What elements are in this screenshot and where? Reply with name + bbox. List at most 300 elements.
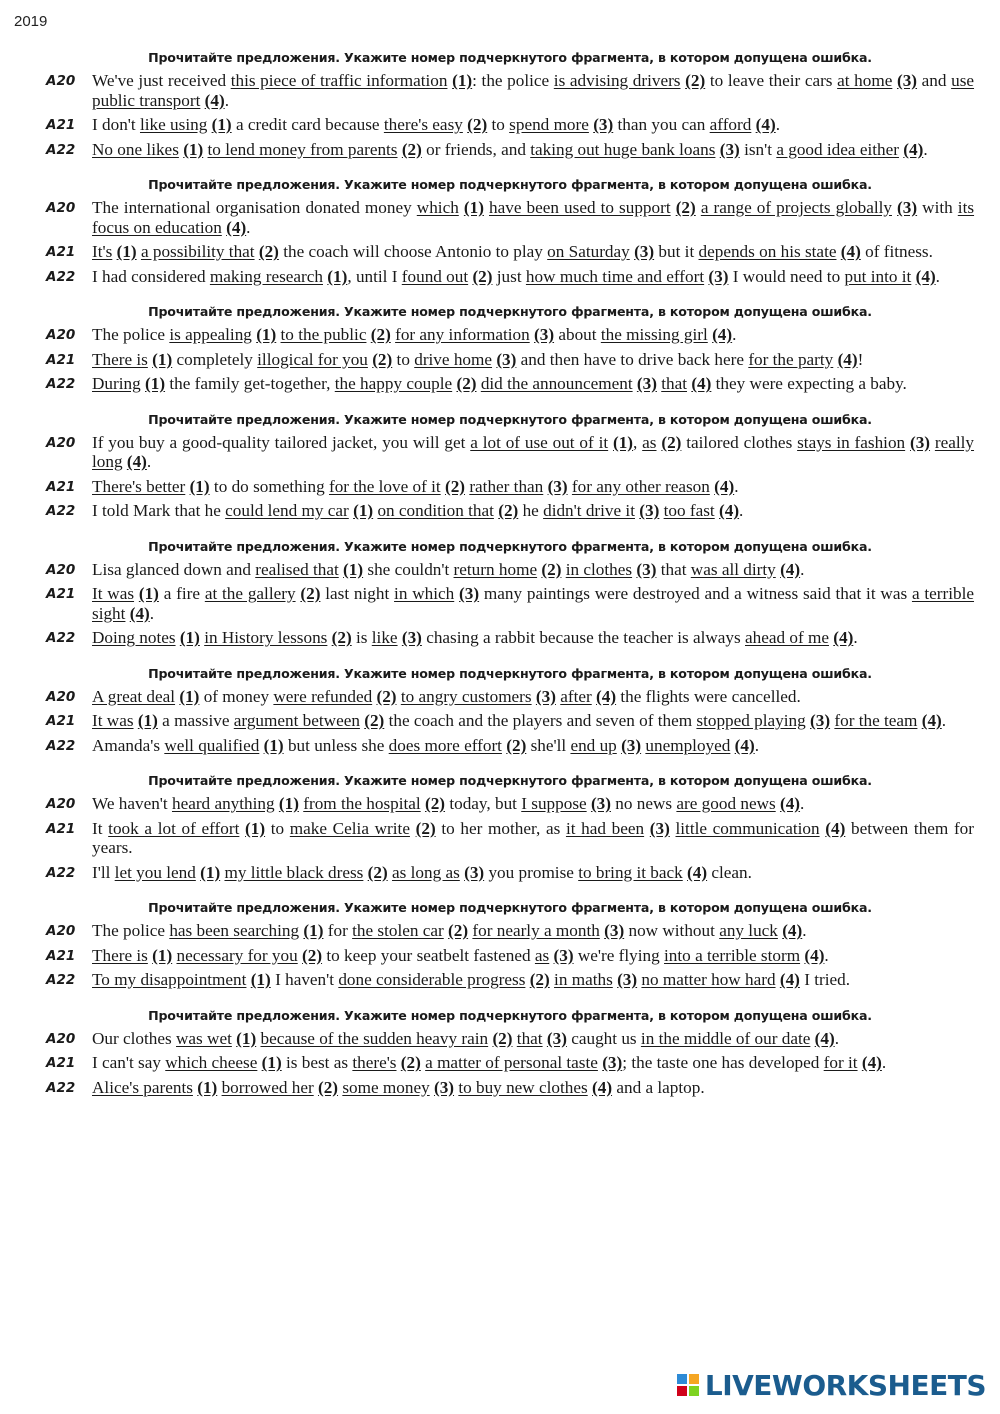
underlined-fragment: on condition that	[377, 501, 494, 520]
question-a21	[0, 1053, 1000, 1073]
underlined-fragment: at home	[837, 71, 893, 90]
fragment-number: (1)	[179, 628, 200, 647]
instruction-text: Прочитайте предложения. Укажите номер подчеркнутого фрагмента, в котором допущена ошибка.	[148, 538, 872, 554]
underlined-fragment: for the team	[834, 711, 918, 730]
question-number: A20	[46, 561, 76, 578]
fragment-number: (2)	[302, 945, 323, 965]
sentence-text: chasing a rabbit because the teacher is always	[421, 628, 745, 647]
exercise-block	[0, 666, 1000, 756]
sentence-text: !	[857, 349, 864, 369]
fragment-number: (4)	[903, 139, 924, 159]
sentence-text: .	[775, 115, 780, 134]
sentence-text: between them for years.	[92, 818, 974, 857]
question-a20	[0, 433, 1000, 472]
question-a21	[0, 115, 1000, 135]
fragment-number: (2)	[400, 1053, 421, 1072]
underlined-fragment: to the public	[280, 325, 367, 344]
fragment-number: (3)	[897, 198, 918, 217]
sentence-text: is	[351, 628, 372, 647]
fragment-number: (3)	[634, 242, 655, 261]
sentence-text: ; the taste one has developed	[622, 1053, 824, 1072]
sentence-text: isn't	[739, 139, 777, 159]
fragment-number: (2)	[685, 71, 706, 90]
question-a22	[0, 140, 1000, 160]
underlined-fragment: that	[661, 374, 688, 393]
underlined-fragment: after	[560, 686, 592, 706]
fragment-number: (4)	[734, 735, 755, 755]
underlined-fragment: rather than	[469, 476, 544, 496]
sentence-text: to	[265, 818, 290, 838]
question-number: A22	[46, 972, 76, 988]
question-number: A22	[46, 376, 76, 392]
underlined-fragment: ahead of me	[745, 628, 829, 647]
instruction-text: Прочитайте предложения. Укажите номер подчеркнутого фрагмента, в котором допущена ошибка.	[148, 773, 872, 788]
fragment-number: (1)	[303, 921, 324, 940]
fragment-number: (2)	[529, 970, 550, 989]
fragment-number: (4)	[687, 862, 708, 882]
fragment-number: (4)	[755, 115, 776, 134]
underlined-fragment: a possibility that	[140, 242, 255, 261]
fragment-number: (4)	[780, 559, 801, 579]
underlined-fragment: There is	[92, 945, 148, 965]
sentence-text: a fire	[158, 584, 205, 603]
sentence-text: the flights were cancelled.	[616, 686, 801, 706]
question-number: A22	[46, 503, 76, 519]
underlined-fragment: didn't drive it	[543, 501, 635, 520]
underlined-fragment: in maths	[554, 970, 613, 989]
fragment-number: (1)	[463, 198, 484, 217]
fragment-number: (3)	[636, 374, 657, 393]
question-a21	[0, 242, 1000, 262]
underlined-fragment: A great deal	[92, 686, 176, 706]
sentence-text: The police	[92, 325, 170, 344]
underlined-fragment: there's easy	[383, 115, 463, 134]
sentence-text: and then have to drive back here	[516, 349, 749, 369]
sentence-text: .	[146, 452, 152, 471]
sentence-text: of fitness.	[860, 242, 933, 261]
sentence-text: to her mother, as	[435, 818, 566, 838]
fragment-number: (4)	[596, 686, 617, 706]
underlined-fragment: stopped playing	[696, 711, 806, 730]
fragment-number: (1)	[137, 711, 158, 730]
fragment-number: (4)	[712, 325, 733, 344]
underlined-fragment: a matter of personal taste	[425, 1053, 598, 1072]
underlined-fragment: put into it	[844, 266, 912, 286]
underlined-fragment: could lend my car	[225, 501, 349, 520]
fragment-number: (1)	[211, 115, 232, 134]
sentence-text: I had considered	[92, 266, 210, 286]
fragment-number: (1)	[197, 1077, 218, 1097]
fragment-number: (1)	[612, 432, 634, 452]
fragment-number: (3)	[617, 970, 638, 989]
fragment-number: (3)	[459, 584, 480, 603]
underlined-fragment: in the middle of our date	[640, 1028, 811, 1048]
fragment-number: (2)	[448, 921, 469, 940]
sentence-text: a credit card because	[231, 115, 384, 134]
fragment-number: (3)	[547, 476, 568, 496]
underlined-fragment: into a terrible storm	[664, 945, 801, 965]
underlined-fragment: necessary for you	[176, 945, 298, 965]
instruction-text: Прочитайте предложения. Укажите номер подчеркнутого фрагмента, в котором допущена ошибка.	[148, 304, 872, 319]
underlined-fragment: Alice's parents	[92, 1077, 193, 1097]
exercise-block	[0, 304, 1000, 394]
question-a20	[0, 1029, 1000, 1049]
underlined-fragment: was all dirty	[690, 559, 776, 579]
underlined-fragment: to bring it back	[578, 862, 683, 882]
fragment-number: (1)	[189, 476, 210, 496]
fragment-number: (1)	[353, 501, 374, 520]
fragment-number: (4)	[833, 628, 854, 647]
underlined-fragment: how much time and effort	[525, 266, 705, 286]
underlined-fragment: some money	[342, 1077, 430, 1097]
underlined-fragment: for the party	[748, 349, 834, 369]
sentence-text: he	[518, 501, 544, 520]
fragment-number: (3)	[909, 432, 931, 452]
question-number: A21	[46, 947, 76, 964]
fragment-number: (2)	[300, 584, 321, 603]
sentence-text: many paintings were destroyed and a witness said that it was	[479, 584, 912, 603]
underlined-fragment: the missing girl	[600, 325, 708, 344]
underlined-fragment: any luck	[719, 921, 778, 940]
liveworksheets-icon	[676, 1372, 702, 1400]
fragment-number: (1)	[261, 1053, 282, 1072]
question-number: A22	[46, 737, 76, 754]
fragment-number: (4)	[719, 501, 740, 520]
fragment-number: (2)	[317, 1077, 339, 1097]
fragment-number: (2)	[424, 794, 446, 813]
sentence-text: .	[732, 325, 737, 344]
fragment-number: (2)	[372, 349, 393, 369]
sentence-text: she'll	[526, 735, 571, 755]
exercise-block	[0, 50, 1000, 159]
underlined-fragment: were refunded	[273, 686, 373, 706]
underlined-fragment: drive home	[414, 349, 493, 369]
underlined-fragment: spend more	[509, 115, 589, 134]
underlined-fragment: let you lend	[114, 862, 196, 882]
fragment-number: (1)	[116, 242, 137, 261]
underlined-fragment: to angry customers	[400, 686, 532, 706]
underlined-fragment: is appealing	[169, 325, 252, 344]
fragment-number: (3)	[464, 862, 485, 882]
underlined-fragment: realised that	[255, 559, 339, 579]
question-number: A22	[46, 141, 76, 158]
underlined-fragment: as	[642, 432, 657, 452]
fragment-number: (2)	[675, 198, 696, 217]
sentence-text: We haven't	[92, 794, 172, 813]
question-number: A20	[46, 688, 76, 705]
fragment-number: (2)	[258, 242, 279, 261]
fragment-number: (1)	[145, 374, 166, 393]
fragment-number: (3)	[810, 711, 831, 730]
underlined-fragment: has been searching	[169, 921, 300, 940]
underlined-fragment: found out	[401, 266, 469, 286]
fragment-number: (2)	[661, 432, 682, 452]
fragment-number: (3)	[896, 71, 918, 90]
fragment-number: (1)	[200, 862, 221, 882]
fragment-number: (4)	[782, 921, 803, 940]
question-a21	[0, 711, 1000, 731]
underlined-fragment: the happy couple	[334, 374, 453, 393]
sentence-text: I tried.	[799, 970, 851, 989]
underlined-fragment: which	[416, 198, 459, 217]
underlined-fragment: from the hospital	[303, 794, 421, 813]
sentence-text: .	[923, 139, 928, 159]
sentence-text: .	[824, 945, 829, 965]
sentence-text: I told Mark that he	[92, 501, 226, 520]
fragment-number: (4)	[779, 794, 801, 813]
sentence-text: .	[754, 735, 760, 755]
liveworksheets-logo	[672, 1367, 990, 1404]
question-a20	[0, 921, 1000, 941]
underlined-fragment: make Celia write	[289, 818, 410, 838]
question-number: A21	[46, 244, 76, 260]
fragment-number: (2)	[492, 1028, 513, 1048]
sentence-text: caught us	[566, 1028, 641, 1048]
fragment-number: (4)	[226, 217, 247, 237]
sentence-text: with	[917, 198, 958, 217]
underlined-fragment: a range of projects globally	[700, 198, 892, 217]
fragment-number: (4)	[714, 476, 735, 496]
underlined-fragment: for any information	[395, 325, 530, 344]
underlined-fragment: return home	[453, 559, 538, 579]
underlined-fragment: done considerable progress	[338, 970, 526, 989]
fragment-number: (1)	[183, 139, 204, 159]
fragment-number: (1)	[327, 266, 348, 286]
fragment-number: (1)	[152, 945, 173, 965]
sentence-text: for	[323, 921, 353, 940]
question-a22	[0, 267, 1000, 287]
fragment-number: (3)	[546, 1028, 567, 1048]
sentence-text: .	[149, 603, 155, 623]
underlined-fragment: I suppose	[521, 794, 587, 813]
underlined-fragment: the stolen car	[352, 921, 444, 940]
underlined-fragment: It was	[92, 711, 134, 730]
sentence-text: last night	[320, 584, 395, 603]
underlined-fragment: like using	[139, 115, 208, 134]
fragment-number: (4)	[126, 452, 147, 471]
sentence-text: than you can	[613, 115, 710, 134]
question-number: A22	[46, 630, 76, 646]
question-a21	[0, 819, 1000, 858]
sentence-text: today, but	[445, 794, 522, 813]
underlined-fragment: that	[516, 1028, 543, 1048]
sentence-text: I haven't	[270, 970, 339, 989]
underlined-fragment: took a lot of effort	[108, 818, 240, 838]
question-a20	[0, 794, 1000, 814]
sentence-text: I can't say	[92, 1053, 166, 1072]
sentence-text: I would need to	[728, 266, 845, 286]
underlined-fragment: During	[92, 374, 141, 393]
sentence-text: .	[834, 1028, 840, 1048]
exercise-block	[0, 773, 1000, 882]
fragment-number: (2)	[376, 686, 397, 706]
underlined-fragment: is advising drivers	[553, 71, 681, 90]
exercise-block	[0, 1008, 1000, 1098]
fragment-number: (3)	[649, 818, 670, 838]
question-a20	[0, 560, 1000, 580]
underlined-fragment: in clothes	[565, 559, 633, 579]
question-number: A20	[46, 327, 76, 343]
underlined-fragment: well qualified	[164, 735, 260, 755]
instruction-text: Прочитайте предложения. Укажите номер подчеркнутого фрагмента, в котором допущена ошибка.	[148, 411, 872, 427]
sentence-text: Amanda's	[92, 735, 165, 755]
underlined-fragment: taking out huge bank loans	[530, 139, 716, 159]
underlined-fragment: borrowed her	[221, 1077, 314, 1097]
underlined-fragment: No one likes	[92, 139, 179, 159]
question-number: A20	[46, 1030, 76, 1047]
underlined-fragment: my little black dress	[224, 862, 364, 882]
sentence-text: to keep your seatbelt fastened	[322, 945, 535, 965]
sentence-text: I don't	[92, 115, 140, 134]
fragment-number: (2)	[472, 266, 493, 286]
fragment-number: (3)	[590, 794, 611, 813]
sentence-text: of money	[199, 686, 274, 706]
worksheet-content	[0, 50, 1000, 1115]
underlined-fragment: at the gallery	[204, 584, 296, 603]
fragment-number: (4)	[129, 603, 150, 623]
underlined-fragment: illogical for you	[257, 349, 368, 369]
sentence-text: she couldn't	[363, 559, 454, 579]
instruction-text: Прочитайте предложения. Укажите номер подчеркнутого фрагмента, в котором допущена ошибка.	[148, 50, 872, 65]
fragment-number: (4)	[204, 90, 225, 110]
question-number: A20	[46, 434, 76, 451]
sentence-text: to leave their cars	[705, 71, 838, 90]
sentence-text: If you buy a good-quality tailored jacket, you will get	[92, 432, 471, 452]
exercise-block	[0, 900, 1000, 990]
underlined-fragment: a lot of use out of it	[470, 432, 609, 452]
question-a22	[0, 1078, 1000, 1098]
sentence-text: to	[487, 115, 510, 134]
instruction-text: Прочитайте предложения. Укажите номер подчеркнутого фрагмента, в котором допущена ошибка.	[148, 1007, 872, 1023]
instruction-text: Прочитайте предложения. Укажите номер подчеркнутого фрагмента, в котором допущена ошибка.	[148, 177, 872, 192]
sentence-text: .	[800, 794, 805, 813]
question-number: A22	[46, 1079, 76, 1096]
question-number: A21	[46, 478, 76, 495]
exercise-block	[0, 177, 1000, 286]
underlined-fragment: in which	[394, 584, 455, 603]
underlined-fragment: for the love of it	[328, 476, 441, 496]
underlined-fragment: because of the sudden heavy rain	[260, 1028, 489, 1048]
question-a22	[0, 736, 1000, 756]
fragment-number: (2)	[444, 476, 466, 496]
underlined-fragment: no matter how hard	[641, 970, 776, 989]
fragment-number: (4)	[779, 970, 800, 989]
sentence-text: .	[246, 217, 251, 237]
sentence-text: I'll	[92, 862, 115, 882]
underlined-fragment: stays in fashion	[797, 432, 906, 452]
fragment-number: (3)	[553, 945, 574, 965]
fragment-number: (4)	[592, 1077, 613, 1097]
sentence-text: .	[734, 476, 739, 496]
underlined-fragment: it had been	[565, 818, 645, 838]
underlined-fragment: its focus on education	[92, 198, 975, 237]
underlined-fragment: as	[534, 945, 550, 965]
fragment-number: (2)	[506, 735, 527, 755]
fragment-number: (4)	[837, 349, 858, 369]
sentence-text: to do something	[209, 476, 329, 496]
fragment-number: (2)	[541, 559, 562, 579]
underlined-fragment: are good news	[676, 794, 776, 813]
sentence-text: .	[881, 1053, 887, 1072]
sentence-text: but unless she	[283, 735, 389, 755]
underlined-fragment: was wet	[176, 1028, 232, 1048]
sentence-text: It	[92, 818, 109, 838]
underlined-fragment: does more effort	[388, 735, 502, 755]
fragment-number: (3)	[621, 735, 642, 755]
fragment-number: (3)	[602, 1053, 623, 1072]
underlined-fragment: a terrible sight	[92, 584, 975, 623]
underlined-fragment: for it	[823, 1053, 858, 1072]
sentence-text: tailored clothes	[681, 432, 798, 452]
sentence-text: .	[739, 501, 744, 520]
liveworksheets-wordmark: LIVEWORKSHEETS	[704, 1369, 986, 1402]
fragment-number: (1)	[138, 584, 159, 603]
question-a21	[0, 477, 1000, 497]
fragment-number: (1)	[452, 71, 473, 90]
sentence-text: to	[392, 349, 415, 369]
underlined-fragment: To my disappointment	[92, 970, 247, 989]
question-a21	[0, 584, 1000, 623]
fragment-number: (3)	[719, 139, 740, 159]
question-a21	[0, 350, 1000, 370]
underlined-fragment: There's better	[92, 476, 186, 496]
sentence-text: that	[656, 559, 691, 579]
question-number: A22	[46, 864, 76, 881]
sentence-text: you promise	[484, 862, 579, 882]
underlined-fragment: depends on his state	[698, 242, 837, 261]
underlined-fragment: argument between	[233, 711, 360, 730]
sentence-text: we're flying	[573, 945, 665, 965]
sentence-text: .	[853, 628, 858, 647]
sentence-text: about	[554, 325, 601, 344]
fragment-number: (3)	[708, 266, 729, 286]
year-label: 2019	[14, 13, 48, 30]
fragment-number: (1)	[245, 818, 266, 838]
underlined-fragment: to lend money from parents	[207, 139, 398, 159]
underlined-fragment: unemployed	[645, 735, 731, 755]
question-number: A21	[46, 586, 76, 602]
underlined-fragment: did the announcement	[480, 374, 633, 393]
sentence-text: no news	[611, 794, 677, 813]
sentence-text: Our clothes	[92, 1028, 177, 1048]
fragment-number: (3)	[535, 686, 556, 706]
fragment-number: (2)	[367, 862, 388, 882]
exercise-block	[0, 539, 1000, 648]
question-number: A21	[46, 820, 76, 837]
fragment-number: (1)	[250, 970, 271, 989]
fragment-number: (3)	[593, 115, 614, 134]
sentence-text: clean.	[707, 862, 752, 882]
underlined-fragment: too fast	[663, 501, 715, 520]
question-a22	[0, 628, 1000, 648]
underlined-fragment: a good idea either	[776, 139, 899, 159]
sentence-text: or friends, and	[421, 139, 531, 159]
fragment-number: (4)	[691, 374, 712, 393]
underlined-fragment: like	[371, 628, 398, 647]
sentence-text: just	[492, 266, 526, 286]
underlined-fragment: afford	[709, 115, 752, 134]
fragment-number: (4)	[861, 1053, 882, 1072]
fragment-number: (3)	[636, 559, 657, 579]
question-number: A22	[46, 268, 76, 285]
underlined-fragment: Doing notes	[92, 628, 176, 647]
fragment-number: (1)	[152, 349, 173, 369]
question-a21	[0, 946, 1000, 966]
underlined-fragment: little communication	[675, 818, 820, 838]
sentence-text: completely	[172, 349, 258, 369]
fragment-number: (4)	[804, 945, 825, 965]
fragment-number: (3)	[433, 1077, 455, 1097]
